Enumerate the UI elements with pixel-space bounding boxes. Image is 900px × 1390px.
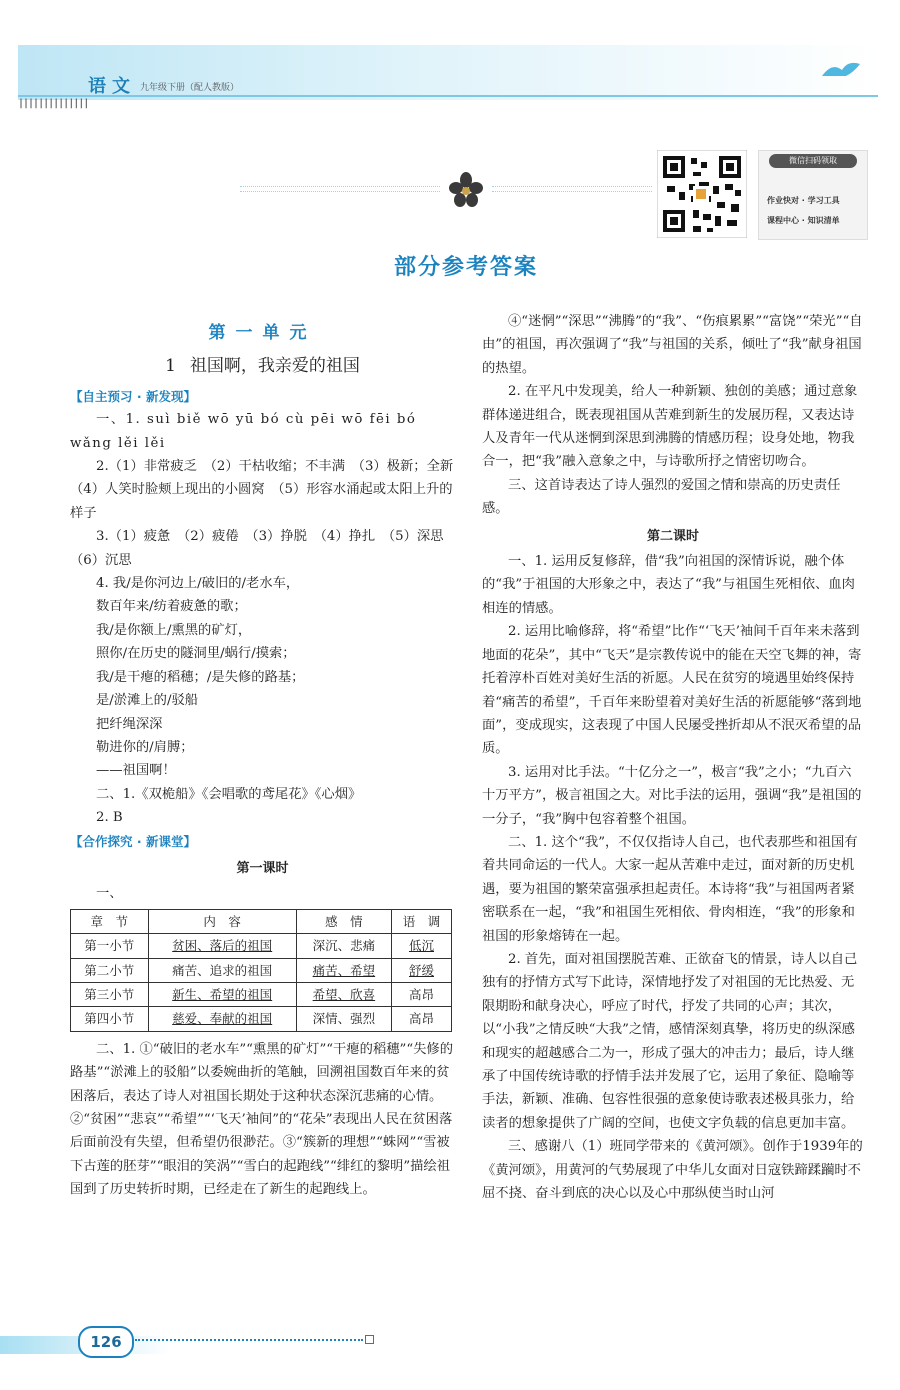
qr-panel-item2: 课程中心 · 知识清单 [767,216,840,225]
table-cell: 第四小节 [71,1007,149,1031]
answer-paragraph: 二、1. ①“破旧的老水车”“熏黑的矿灯”“干瘪的稻穗”“失修的路基”“淤滩上的驳船”以委婉曲折的笔触，回溯祖国数百年来的贫困落后，表达了诗人对祖国长期处于这种状态深沉悲痛的心情。②“贫困”“悲哀”“希望”“‘飞天’袖间”的“花朵”表现出人民在贫困落后面前没有失望，但希望仍很渺茫。③“簇新的理想”“蛛网”“雪被下古莲的胚芽”“眼泪的笑涡”“雪白的起跑线”“绯红的黎明”描绘祖国到了历史转折时期，已经走在了新生的起跑线上。 [70,1041,454,1198]
table-row [71,982,452,1006]
table-row [71,1007,452,1031]
header-line [18,95,878,97]
poem-line: 4. 我/是你河边上/破旧的/老水车， [96,576,300,592]
section-heading: 【合作探究 · 新课堂】 [70,833,196,849]
answer-paragraph: 2. 在平凡中发现美，给人一种新颖、独创的美感；通过意象群体递进组合，既表现祖国从苦难到新生的发展历程，又表达诗人及青年一代从迷惘到深思到沸腾的情感历程；设身处地，物我合一，把“我”融入意象之中，与诗歌所抒之情密切吻合。 [482,384,858,470]
answer-line: 一、1. suì biě wō yū bó cù pēi wō fēi bó [96,412,417,428]
qr-panel-title: 微信扫码领取 [769,154,857,168]
lesson-number: 1 [165,356,176,377]
table-cell: 痛苦、追求的祖国 [148,958,296,982]
answer-line: 一、 [96,886,123,902]
answer-line: 2.（1）非常疲乏 （2）干枯收缩；不丰满 （3）极新；全新 （4）人笑时脸颊上现出的小圆窝 （5）形容水涌起或太阳上升的样子 [70,459,467,521]
divider-left [240,186,440,192]
wave-ornament-icon [820,58,862,80]
answer-paragraph: 3. 运用对比手法。“十亿分之一”，极言“我”之小；“九百六十万平方”，极言祖国之大。对比手法的运用，强调“我”是祖国的一分子，“我”胸中包容着整个祖国。 [482,764,862,827]
answer-line: 3.（1）疲惫 （2）疲倦 （3）挣脱 （4）挣扎 （5）深思 （6）沉思 [70,529,457,568]
table-cell: 高昂 [392,1007,452,1031]
table-cell: 深沉、悲痛 [296,934,391,958]
table-header-cell: 感 情 [296,909,391,933]
divider-right [492,186,652,192]
table-cell: 舒缓 [392,958,452,982]
answer-paragraph: 2. 运用比喻修辞，将“希望”比作“‘飞天’袖间千百年来未落到地面的花朵”，其中“飞天”是宗教传说中的能在天空飞舞的神，寄托着淳朴百姓对美好生活的祈愿。人民在贫穷的境遇里始终保持着“痛苦的希望”，千百年来盼望着对美好生活的祈愿能够“落到地面”，变成现实，这表现了中国人民屡受挫折却从不泯灭希望的品质。 [482,624,862,757]
footer-square-icon [365,1335,374,1344]
qr-info-panel [758,150,868,240]
barcode-stripe-icon: |||||||||||||| [18,98,89,109]
page-title: 部分参考答案 [393,255,538,280]
table-cell: 第一小节 [71,934,149,958]
page-footer [0,1318,900,1358]
poem-line: 勒进你的/肩膊； [96,739,194,755]
poem-line: 把纤绳深深 [96,716,163,732]
poem-line: 照你/在历史的隧洞里/蜗行/摸索； [96,646,296,662]
answer-line: wǎng lěi lěi [70,435,166,451]
table-cell: 贫困、落后的祖国 [148,934,296,958]
flower-icon [448,172,484,208]
answer-line: 二、1.《双桅船》《会唱歌的鸢尾花》《心烟》 [96,786,362,802]
page-header [0,0,900,110]
table-cell: 低沉 [392,934,452,958]
header-subject: 语文 [88,76,136,97]
poem-line: 我/是干瘪的稻穗；/是失修的路基； [96,669,305,685]
answer-paragraph: ④“迷惘”“深思”“沸腾”的“我”、“伤痕累累”“富饶”“荣光”“自由”的祖国，再次强调了“我”与祖国的关系，倾吐了“我”献身祖国的热望。 [482,314,863,376]
table-cell: 高昂 [392,982,452,1006]
poem-line: 我/是你额上/熏黑的矿灯， [96,622,252,638]
answer-paragraph: 三、这首诗表达了诗人强烈的爱国之情和崇高的历史责任感。 [482,477,841,517]
poem-line: ——祖国啊！ [96,763,176,779]
answer-paragraph: 2. 首先，面对祖国摆脱苦难、正欲奋飞的情景，诗人以自己独有的抒情方式写下此诗，深情地抒发了对祖国的无比热爱、无限期盼和献身决心，呼应了时代，抒发了共同的心声；其次，以“小我”之情反映“大我”之情，感情深刻真挚，将历史的纵深感和现实的超越感合二为一，形成了强大的冲击力；最后，诗人继承了中国传统诗歌的抒情手法并发展了它，运用了象征、隐喻等手法，新颖、准确、包容性很强的意象使诗歌表述极具张力，给读者的想象提供了广阔的空间，也使文字负载的信息更加丰富。 [482,951,858,1131]
table-header-cell: 语 调 [392,909,452,933]
analysis-table [70,909,452,1032]
table-cell: 第二小节 [71,958,149,982]
unit-heading: 第一单元 [208,323,317,343]
table-header-cell: 内 容 [148,909,296,933]
poem-line: 是/淤滩上的/驳船 [96,693,199,709]
right-column [482,310,864,1205]
answer-paragraph: 一、1. 运用反复修辞，借“我”向祖国的深情诉说，融个体的“我”于祖国的大形象之中，表达了“我”与祖国生死相依、血肉相连的情感。 [482,554,855,616]
answer-paragraph: 二、1. 这个“我”，不仅仅指诗人自己，也代表那些和祖国有着共同命运的一代人。大家一起从苦难中走过，面对新的历史机遇，要为祖国的繁荣富强承担起责任。本诗将“我”与祖国两者紧密联系在一起，“我”和祖国生死相依、骨肉相连，“我”的形象和祖国的形象熔铸在一起。 [482,834,858,944]
section-heading: 【自主预习 · 新发现】 [70,388,196,404]
table-row [71,958,452,982]
table-cell: 希望、欣喜 [296,982,391,1006]
header-grade: 九年级下册（配人教版） [140,83,240,93]
lesson-heading [70,355,455,378]
table-header-row [71,909,452,933]
table-cell: 痛苦、希望 [296,958,391,982]
subsection-heading: 第一课时 [236,860,289,876]
table-header-cell: 章 节 [71,909,149,933]
lesson-title: 祖国啊，我亲爱的祖国 [189,356,360,377]
left-column [70,310,467,1202]
qr-code-icon [657,150,747,238]
answer-paragraph: 三、感谢八（1）班同学带来的《黄河颂》。创作于1939年的《黄河颂》，用黄河的气势展现了中华儿女面对日寇铁蹄蹂躏时不屈不挠、奋斗到底的决心以及心中那纵使当时山河 [482,1139,863,1202]
table-cell: 慈爱、奉献的祖国 [148,1007,296,1031]
poem-line: 数百年来/纺着疲惫的歌； [96,599,247,615]
subsection-heading: 第二课时 [646,528,699,544]
table-cell: 新生、希望的祖国 [148,982,296,1006]
footer-dotted-line [135,1339,363,1341]
table-cell: 深情、强烈 [296,1007,391,1031]
table-row [71,934,452,958]
page-number: 126 [78,1326,134,1358]
answer-line: 2. B [96,810,123,826]
table-cell: 第三小节 [71,982,149,1006]
qr-panel-item1: 作业快对 · 学习工具 [767,196,840,205]
